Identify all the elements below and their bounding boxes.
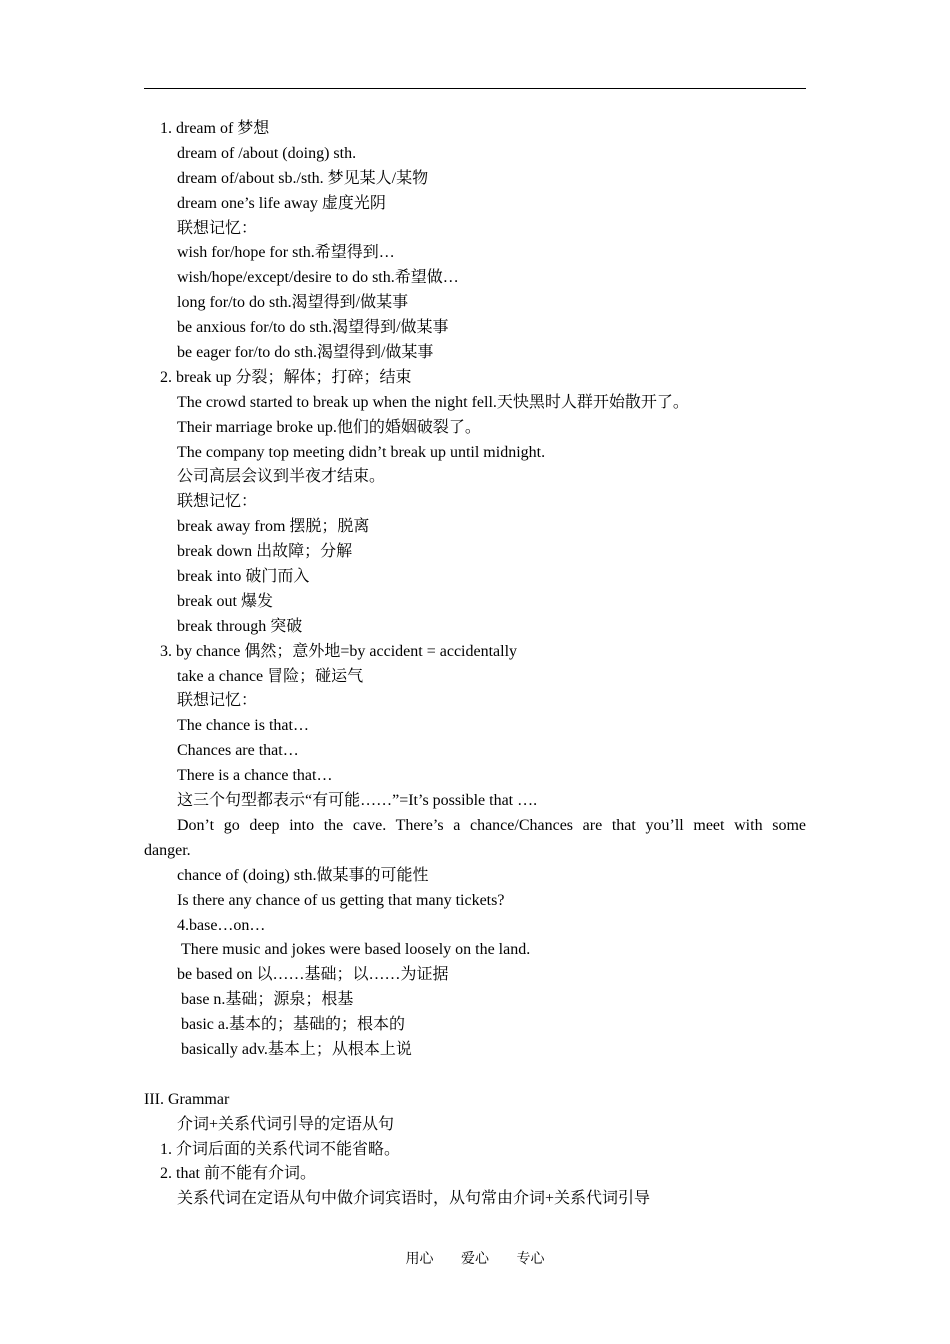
text-line xyxy=(0,739,950,764)
footer-item: 用心 xyxy=(405,1252,434,1267)
line-text: 联想记忆： xyxy=(177,219,258,237)
text-line xyxy=(0,963,950,988)
line-text: Is there any chance of us getting that many tickets? xyxy=(177,891,505,909)
line-text: break through 突破 xyxy=(177,617,303,635)
line-text: dream of/about sb./sth. 梦见某人/某物 xyxy=(177,169,429,187)
line-text: 3. by chance 偶然；意外地=by accident = accidentally xyxy=(160,642,518,660)
line-text: basically adv.基本上；从根本上说 xyxy=(181,1040,412,1058)
text-line xyxy=(0,889,950,914)
text-line xyxy=(0,914,950,939)
line-text: chance of (doing) sth.做某事的可能性 xyxy=(177,866,429,884)
text-line xyxy=(0,988,950,1013)
text-line xyxy=(0,291,950,316)
text-line xyxy=(0,241,950,266)
line-text: Chances are that… xyxy=(177,742,299,760)
text-line xyxy=(0,316,950,341)
text-line xyxy=(0,266,950,291)
line-text: 关系代词在定语从句中做介词宾语时，从句常由介词+关系代词引导 xyxy=(177,1190,651,1208)
text-line xyxy=(0,1038,950,1063)
text-line xyxy=(0,938,950,963)
text-line xyxy=(0,839,950,864)
line-text: dream one’s life away 虚度光阴 xyxy=(177,194,386,212)
text-line xyxy=(0,1162,950,1187)
text-line xyxy=(0,640,950,665)
line-text: break away from 摆脱；脱离 xyxy=(177,518,370,536)
line-text: base n.基础；源泉；根基 xyxy=(181,991,354,1009)
line-text: take a chance 冒险；碰运气 xyxy=(177,667,364,685)
line-text: 4.base…on… xyxy=(177,916,266,934)
text-line xyxy=(0,789,950,814)
text-line xyxy=(0,1187,950,1212)
line-text: wish for/hope for sth.希望得到… xyxy=(177,244,395,262)
text-line xyxy=(0,117,950,142)
text-line xyxy=(0,391,950,416)
line-text: The company top meeting didn’t break up until midnight. xyxy=(177,443,546,461)
text-line xyxy=(0,814,950,839)
text-line xyxy=(0,341,950,366)
line-text: be anxious for/to do sth.渴望得到/做某事 xyxy=(177,319,449,337)
header-rule xyxy=(144,88,806,89)
text-line xyxy=(0,714,950,739)
line-text: 公司高层会议到半夜才结束。 xyxy=(177,468,386,486)
line-text: The crowd started to break up when the night fell.天快黑时人群开始散开了。 xyxy=(177,393,689,411)
text-line xyxy=(0,764,950,789)
footer-item: 专心 xyxy=(516,1252,545,1267)
line-text: basic a.基本的；基础的；根本的 xyxy=(181,1016,405,1034)
text-line xyxy=(0,416,950,441)
text-line xyxy=(0,1063,950,1088)
line-text: Don’t go deep into the cave. There’s a chance/Chances are that you’ll meet with some xyxy=(177,816,806,834)
footer-item: 爱心 xyxy=(461,1252,489,1267)
line-text: 2. that 前不能有介词。 xyxy=(160,1165,316,1183)
line-text: There is a chance that… xyxy=(177,767,333,785)
text-line xyxy=(0,192,950,217)
text-line xyxy=(0,864,950,889)
line-text: 联想记忆： xyxy=(177,692,258,710)
line-text: be based on 以……基础；以……为证据 xyxy=(177,966,449,984)
line-text: break out 爆发 xyxy=(177,592,273,610)
text-line xyxy=(0,515,950,540)
text-line xyxy=(0,465,950,490)
text-line xyxy=(0,1013,950,1038)
line-text: be eager for/to do sth.渴望得到/做某事 xyxy=(177,344,434,362)
text-line xyxy=(0,689,950,714)
text-line xyxy=(0,590,950,615)
text-line xyxy=(0,1113,950,1138)
line-text: 1. dream of 梦想 xyxy=(160,120,270,137)
text-line xyxy=(0,540,950,565)
line-text: Their marriage broke up.他们的婚姻破裂了。 xyxy=(177,418,481,436)
text-line xyxy=(0,142,950,167)
line-text: III. Grammar xyxy=(144,1090,230,1108)
text-line xyxy=(0,167,950,192)
line-text: 这三个句型都表示“有可能……”=It’s possible that …. xyxy=(177,792,538,810)
line-text: danger. xyxy=(144,841,191,859)
line-text: 1. 介词后面的关系代词不能省略。 xyxy=(160,1140,401,1158)
text-line xyxy=(0,615,950,640)
text-line xyxy=(0,1138,950,1163)
text-line xyxy=(0,366,950,391)
line-text: dream of /about (doing) sth. xyxy=(177,144,357,162)
line-text: There music and jokes were based loosely on the land. xyxy=(181,941,531,959)
line-text: break into 破门而入 xyxy=(177,568,310,586)
text-line xyxy=(0,565,950,590)
document-body xyxy=(0,117,950,1212)
text-line xyxy=(0,490,950,515)
line-text: wish/hope/except/desire to do sth.希望做… xyxy=(177,269,459,287)
line-text: 介词+关系代词引导的定语从句 xyxy=(177,1115,395,1133)
line-text: break down 出故障；分解 xyxy=(177,543,353,561)
line-text: 2. break up 分裂；解体；打碎；结束 xyxy=(160,368,412,386)
line-text: long for/to do sth.渴望得到/做某事 xyxy=(177,294,409,312)
text-line xyxy=(0,665,950,690)
text-line xyxy=(0,217,950,242)
line-text: The chance is that… xyxy=(177,717,309,735)
text-line xyxy=(0,1088,950,1113)
line-text: 联想记忆： xyxy=(177,493,258,511)
text-line xyxy=(0,441,950,466)
page-footer xyxy=(0,1248,950,1268)
